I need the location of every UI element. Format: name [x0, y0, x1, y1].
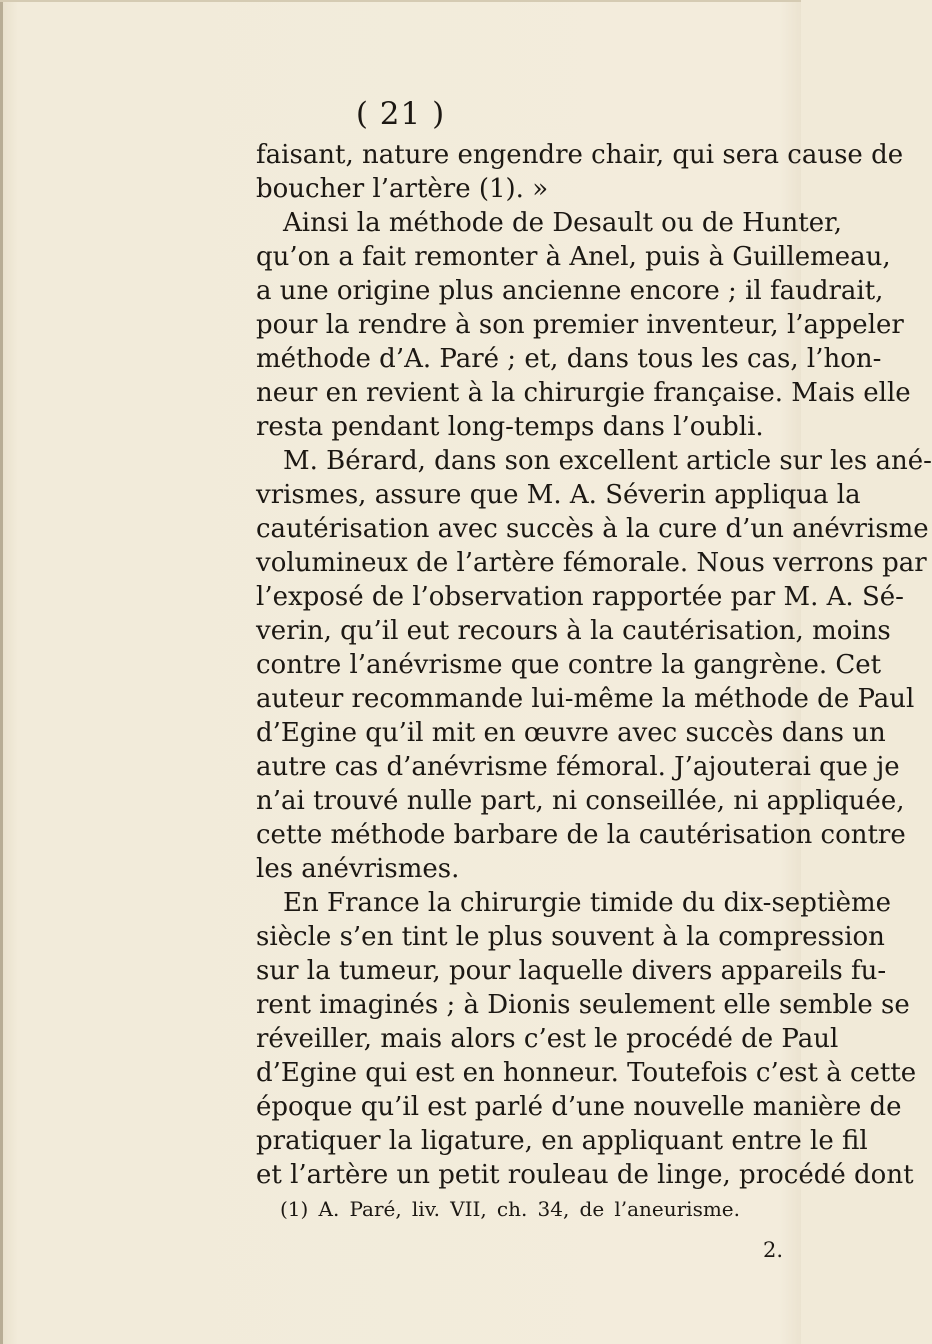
- text-line: a une origine plus ancienne encore ; il faudrait,: [256, 276, 884, 306]
- signature-mark: 2.: [763, 1238, 784, 1262]
- text-line: sur la tumeur, pour laquelle divers appareils fu-: [256, 956, 887, 986]
- text-line: l’exposé de l’observation rapportée par M. A. Sé-: [256, 582, 904, 612]
- text-line: Ainsi la méthode de Desault ou de Hunter,: [283, 208, 842, 238]
- text-line: d’Egine qu’il mit en œuvre avec succès dans un: [256, 718, 886, 748]
- text-line: époque qu’il est parlé d’une nouvelle manière de: [256, 1092, 902, 1122]
- text-line: d’Egine qui est en honneur. Toutefois c’est à cette: [256, 1058, 917, 1088]
- text-line: vrismes, assure que M. A. Séverin appliqua la: [256, 480, 861, 510]
- text-line: qu’on a fait remonter à Anel, puis à Guillemeau,: [256, 242, 891, 272]
- text-line: verin, qu’il eut recours à la cautérisation, moins: [256, 616, 891, 646]
- text-line: et l’artère un petit rouleau de linge, procédé dont: [256, 1160, 914, 1190]
- text-line: boucher l’artère (1). »: [256, 174, 549, 204]
- text-line: auteur recommande lui-même la méthode de Paul: [256, 684, 915, 714]
- footnote: (1) A. Paré, liv. VII, ch. 34, de l’aneurisme.: [280, 1197, 740, 1221]
- text-line: neur en revient à la chirurgie française. Mais elle: [256, 378, 911, 408]
- text-line: n’ai trouvé nulle part, ni conseillée, ni appliquée,: [256, 786, 905, 816]
- text-line: les anévrismes.: [256, 854, 460, 884]
- text-line: resta pendant long-temps dans l’oubli.: [256, 412, 764, 442]
- text-line: pour la rendre à son premier inventeur, l’appeler: [256, 310, 904, 340]
- text-line: autre cas d’anévrisme fémoral. J’ajouterai que je: [256, 752, 900, 782]
- text-line: faisant, nature engendre chair, qui sera cause de: [256, 140, 904, 170]
- text-line: cette méthode barbare de la cautérisation contre: [256, 820, 906, 850]
- page-number: ( 21 ): [355, 96, 446, 132]
- text-line: En France la chirurgie timide du dix-septième: [283, 888, 892, 918]
- text-line: siècle s’en tint le plus souvent à la compression: [256, 922, 885, 952]
- text-line: réveiller, mais alors c’est le procédé de Paul: [256, 1024, 839, 1054]
- text-line: cautérisation avec succès à la cure d’un anévrisme: [256, 514, 929, 544]
- text-line: volumineux de l’artère fémorale. Nous verrons par: [256, 548, 927, 578]
- text-line: méthode d’A. Paré ; et, dans tous les cas, l’hon-: [256, 344, 882, 374]
- text-line: rent imaginés ; à Dionis seulement elle semble se: [256, 990, 910, 1020]
- text-line: contre l’anévrisme que contre la gangrène. Cet: [256, 650, 882, 680]
- text-line: pratiquer la ligature, en appliquant entre le fil: [256, 1126, 868, 1156]
- text-line: M. Bérard, dans son excellent article sur les ané-: [283, 446, 932, 476]
